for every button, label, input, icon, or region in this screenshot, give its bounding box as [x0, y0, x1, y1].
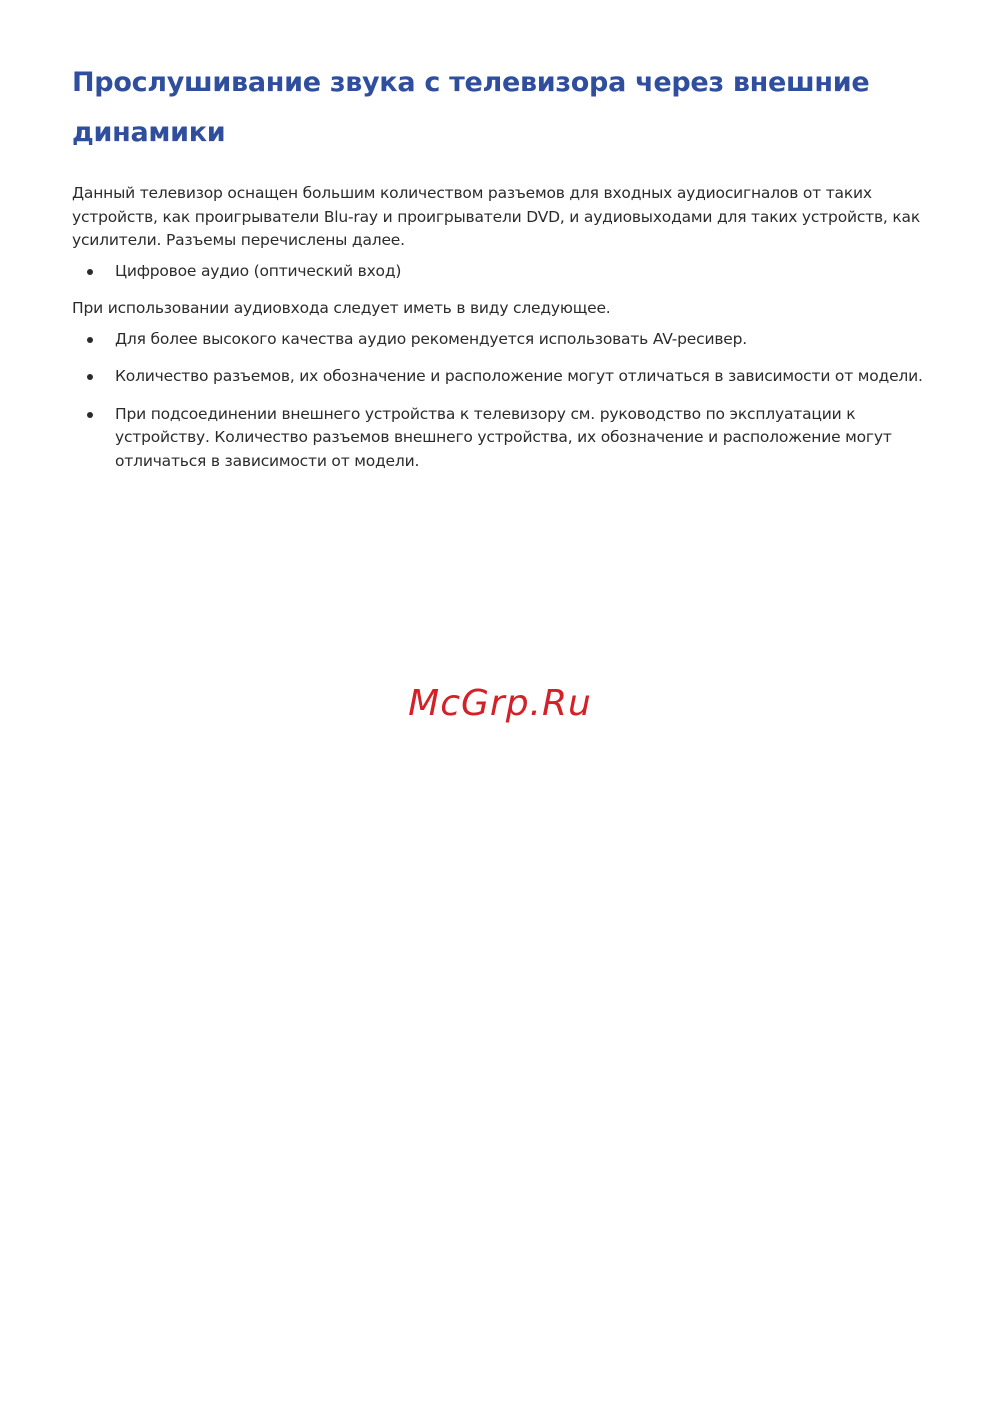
connector-list [72, 260, 942, 284]
notes-list [72, 328, 942, 474]
list-item-text: При подсоединении внешнего устройства к телевизору см. руководство по эксплуатации к устройству. Количество разъемов внешнего устройства, их обозначение и расположение могут отличаться в зависимости от модели. [115, 404, 892, 470]
list-item-text: Цифровое аудио (оптический вход) [115, 261, 402, 280]
bullet-icon [87, 374, 93, 380]
bullet-icon [87, 269, 93, 275]
bullet-icon [87, 412, 93, 418]
list-item [72, 328, 942, 352]
document-page [72, 58, 942, 473]
intro-paragraph: Данный телевизор оснащен большим количеством разъемов для входных аудиосигналов от таких устройств, как проигрыватели Blu-ray и проигрыватели DVD, и аудиовыходами для таких устройств, как усилители. Разъемы перечислены далее. [72, 184, 921, 249]
bullet-icon [87, 337, 93, 343]
page-title: Прослушивание звука с телевизора через внешние динамики [72, 67, 870, 148]
list-item [72, 365, 942, 389]
watermark: McGrp.Ru [408, 683, 592, 724]
list-item [72, 260, 942, 284]
list-item-text: Количество разъемов, их обозначение и расположение могут отличаться в зависимости от модели. [115, 367, 923, 385]
list-item [72, 403, 942, 474]
note-paragraph: При использовании аудиовхода следует иметь в виду следующее. [72, 299, 611, 317]
list-item-text: Для более высокого качества аудио рекомендуется использовать AV-ресивер. [115, 329, 747, 348]
